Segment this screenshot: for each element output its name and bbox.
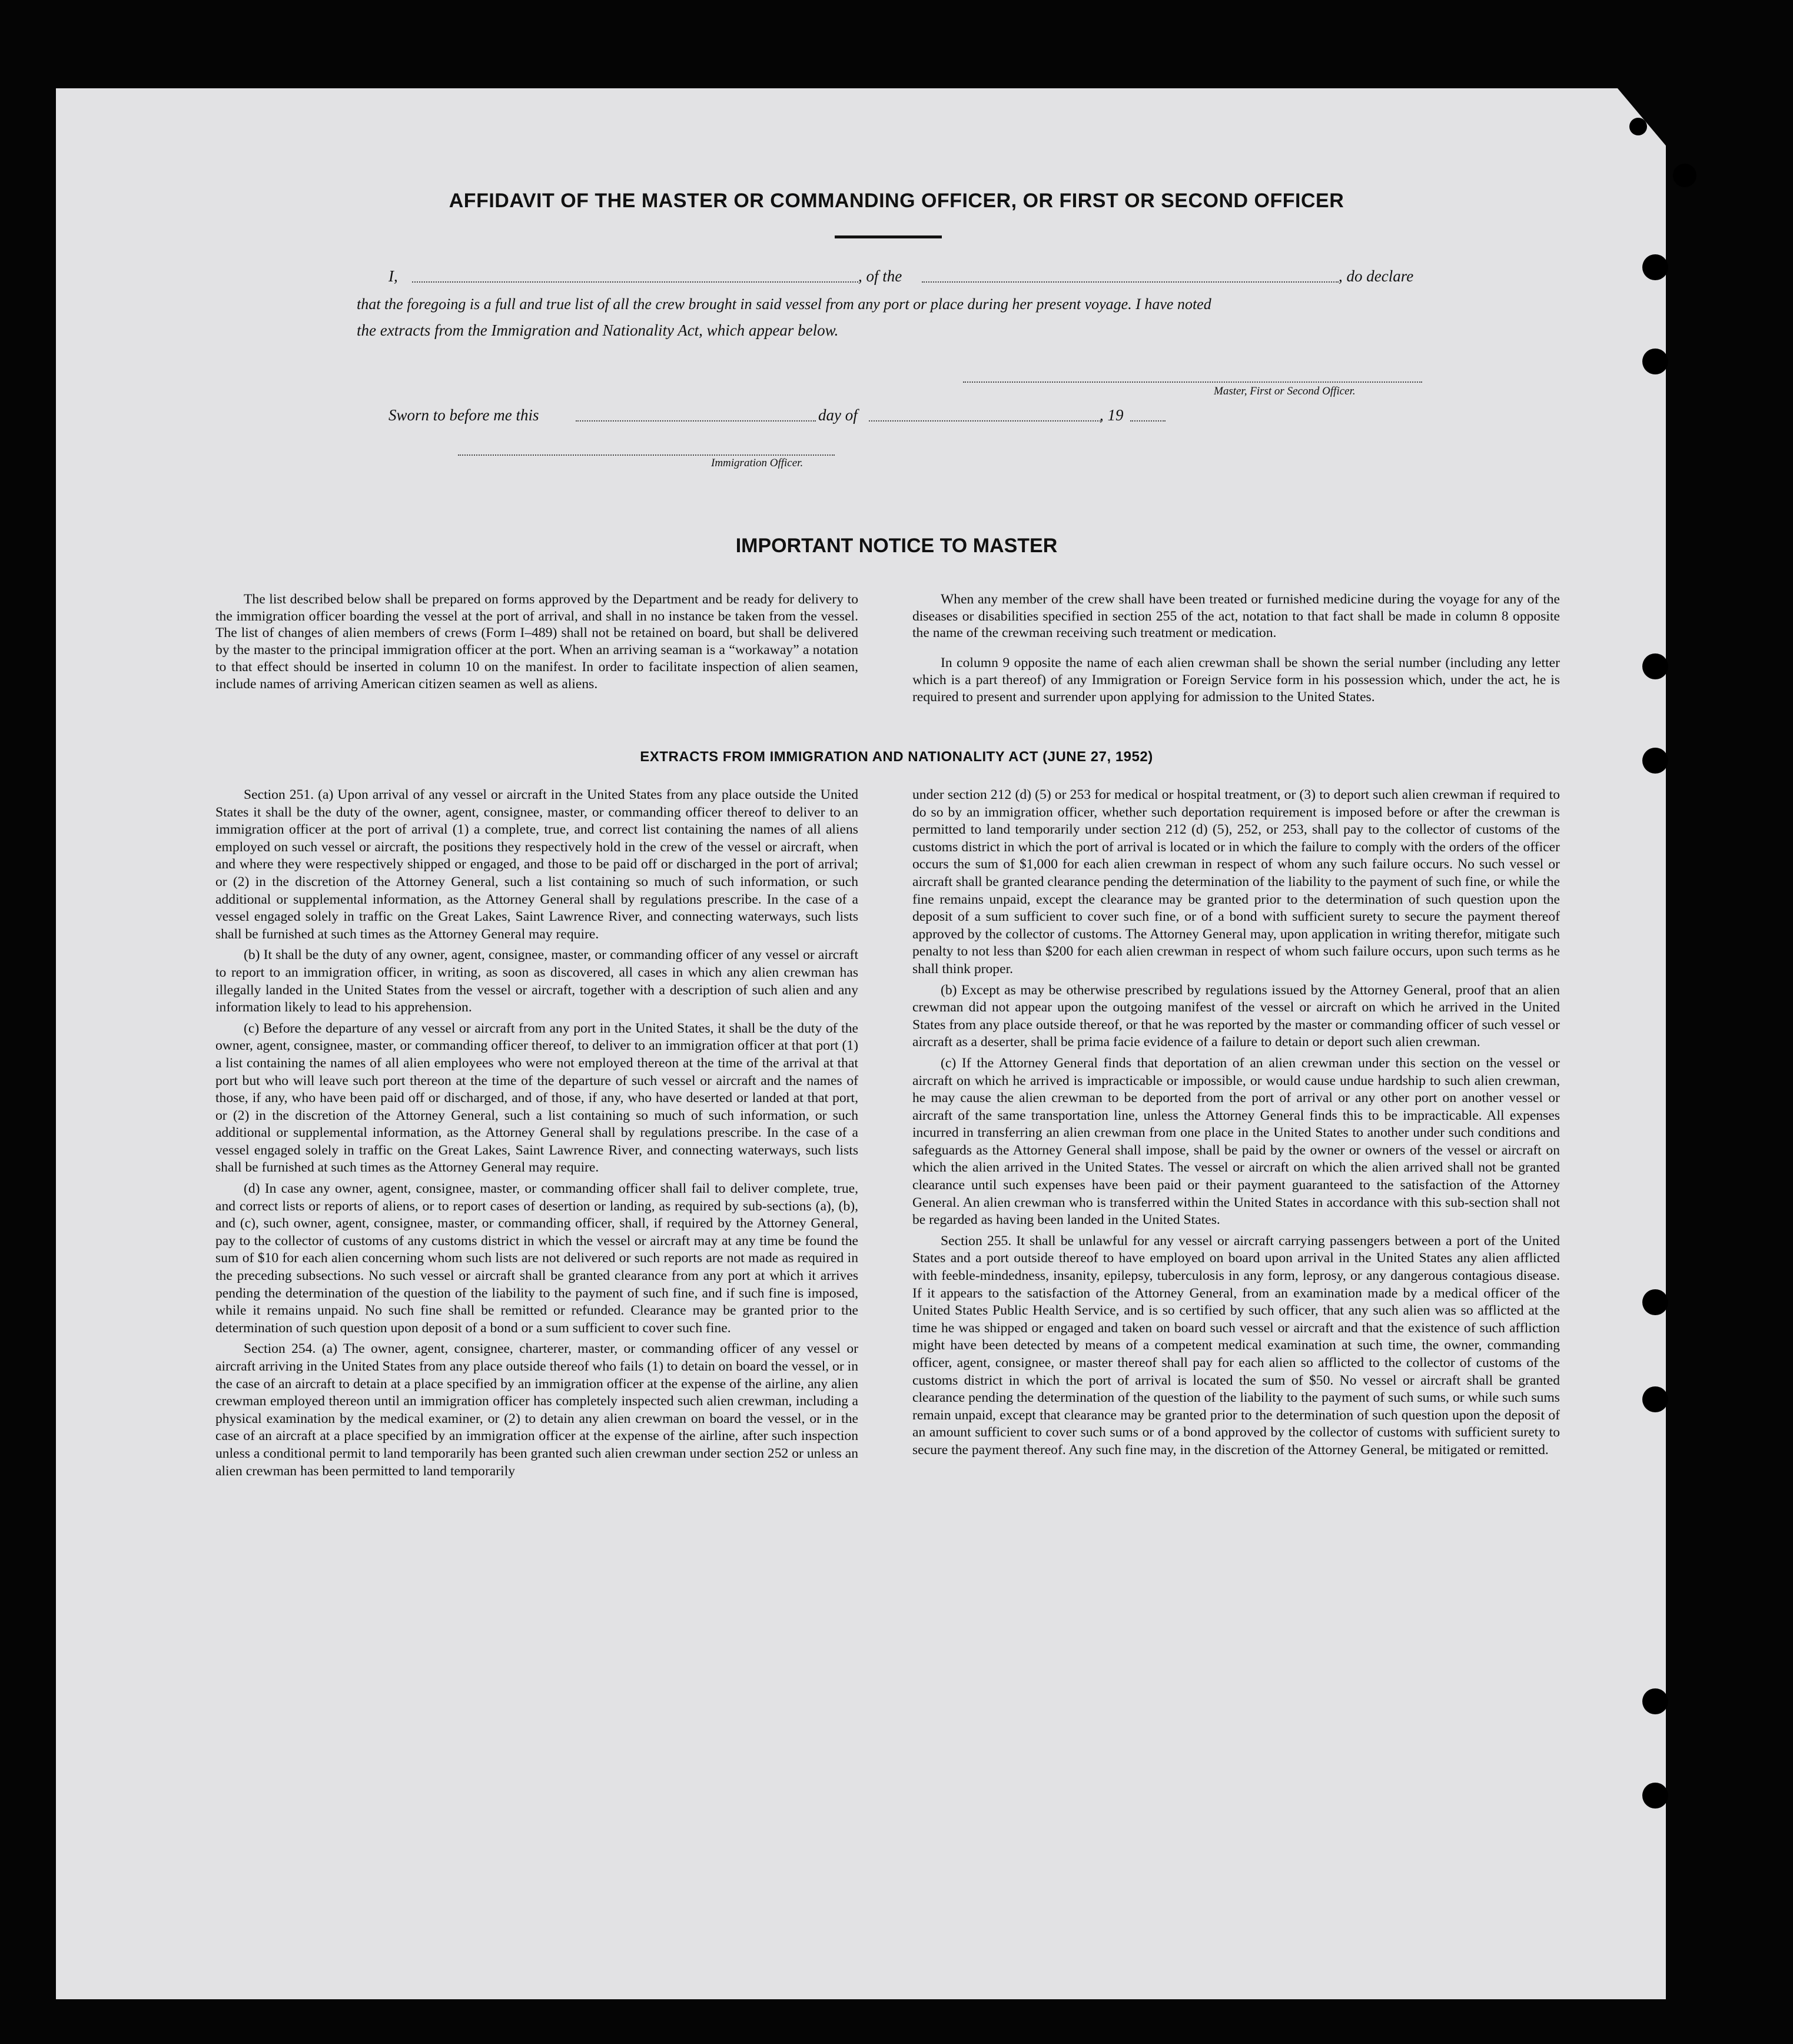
i-label: I,: [389, 267, 398, 285]
punch-hole: [1642, 1386, 1668, 1412]
extract-paragraph: (c) Before the departure of any vessel or aircraft from any port in the United States, it shall be the duty of the owner, agent, consignee, master, or commanding officer thereof, to deliver to an immigration officer at that port (1) a list containing the names of all alien employees who were not employed thereon at the time of the arrival at that port but who will leave such port thereon at the time of the departure of such vessel or aircraft and the names of those, if any, who have been paid off or discharged, and of those, if any, who have deserted or landed at that port, or (2) in the discretion of the Attorney General, such a list containing so much of such information, or such additional or supplemental information, as the Attorney General shall by regulations prescribe. In the case of a vessel engaged solely in traffic on the Great Lakes, Saint Lawrence River, and connecting waterways, such lists shall be furnished at such times as the Attorney General may require.: [215, 1020, 858, 1176]
name-field[interactable]: [412, 281, 858, 283]
declaration-line-2: the extracts from the Immigration and Nationality Act, which appear below.: [357, 321, 839, 339]
master-signature-label: Master, First or Second Officer.: [1214, 385, 1356, 397]
extract-paragraph: (b) Except as may be otherwise prescribed by regulations issued by the Attorney General, proof that an alien crewman did not appear upon the outgoing manifest of the vessel or aircraft on which he arrived in the United States from any place outside thereof, or that he was reported by the master or commanding officer of such vessel or aircraft as a deserter, shall be prima facie evidence of a failure to detain or deport such alien crewman.: [912, 982, 1560, 1050]
punch-hole: [1642, 349, 1668, 374]
punch-hole: [1642, 1688, 1668, 1714]
declaration-line-1: that the foregoing is a full and true list of all the crew brought in said vessel from any port or place during her present voyage. I have noted: [357, 296, 1211, 313]
extract-paragraph: Section 251. (a) Upon arrival of any vessel or aircraft in the United States from any place outside the United States it shall be the duty of the owner, agent, consignee, master, or commanding officer thereof to deliver to an immigration officer at the port of arrival (1) a complete, true, and correct list containing the names of all aliens employed on such vessel or aircraft, the positions they respectively hold in the crew of the vessel or aircraft, when and where they were respectively shipped or engaged, and those to be paid off or discharged in the port of arrival; or (2) in the discretion of the Attorney General, such a list containing so much of such information, or such additional or supplemental information, as the Attorney General shall by regulations prescribe. In the case of a vessel engaged solely in traffic on the Great Lakes, Saint Lawrence River, and connecting waterways, such lists shall be furnished at such times as the Attorney General may require.: [215, 787, 858, 942]
extract-paragraph: (b) It shall be the duty of any owner, agent, consignee, master, or commanding officer of any vessel or aircraft to report to an immigration officer, in writing, as soon as discovered, all cases in which any alien crewman has illegally landed in the United States from the vessel or aircraft, together with a description of such alien and any information likely to lead to his apprehension.: [215, 947, 858, 1016]
notice-left-column: [215, 591, 858, 696]
year-prefix-label: , 19: [1100, 406, 1124, 424]
punch-hole: [1642, 254, 1668, 280]
extract-paragraph: under section 212 (d) (5) or 253 for medical or hospital treatment, or (3) to deport such alien crewman if required to do so by an immigration officer, whether such deportation requirement is imposed before or after the crewman is permitted to land temporarily under section 212 (d) (5), 252, or 253, shall pay to the collector of customs of the customs district in which the port of arrival is located or in which the failure to comply with the orders of the officer occurs the sum of $1,000 for each alien crewman in respect of whom any such failure occurs. No such vessel or aircraft shall be granted clearance pending the determination of the liability to the payment of such fine, or while the fine remains unpaid, except the clearance may be granted prior to the determination of such question upon the deposit of a sum sufficient to cover such fine, or of a bond with sufficient surety to secure the payment thereof approved by the collector of customs. The Attorney General may, upon application in writing therefor, mitigate such penalty to not less than $200 for each alien crewman in respect of whom such failure occurs, upon such terms as he shall think proper.: [912, 787, 1560, 977]
extract-paragraph: Section 254. (a) The owner, agent, consignee, charterer, master, or commanding officer of any vessel or aircraft arriving in the United States from any place outside thereof who fails (1) to detain on board the vessel, or in the case of an aircraft to detain at a place specified by an immigration officer at the expense of the airline, any alien crewman employed thereon until an immigration officer has completely inspected such alien crewman, including a physical examination by the medical examiner, or (2) to detain any alien crewman on board the vessel, or in the case of an aircraft at a place specified by an immigration officer at the expense of the airline, after such inspection unless a conditional permit to land temporarily has been granted such alien crewman under section 252 or unless an alien crewman has been permitted to land temporarily: [215, 1341, 858, 1479]
affidavit-title: AFFIDAVIT OF THE MASTER OR COMMANDING OFFICER, OR FIRST OR SECOND OFFICER: [449, 190, 1344, 212]
notice-right-column: [912, 591, 1560, 709]
sworn-label: Sworn to before me this: [389, 406, 539, 424]
notice-paragraph: The list described below shall be prepared on forms approved by the Department and be ready for delivery to the immigration officer boarding the vessel at the port of arrival, and shall in no instance be taken from the vessel. The list of changes of alien members of crews (Form I–489) shall not be retained on board, but shall be delivered by the master to the principal immigration officer at the port. When an arriving seaman is a “workaway” a notation to that effect should be inserted in column 10 on the manifest. In order to facilitate inspection of alien seamen, include names of arriving American citizen seamen as well as aliens.: [215, 592, 858, 692]
day-of-label: day of: [818, 406, 858, 424]
extracts-left-column: [215, 787, 858, 1484]
extracts-right-column: [912, 787, 1560, 1463]
extract-paragraph: Section 255. It shall be unlawful for any vessel or aircraft carrying passengers between a port of the United States and a port outside thereof to have employed on board upon arrival in the United States any alien afflicted with feeble-mindedness, insanity, epilepsy, tuberculosis in any form, leprosy, or any dangerous contagious disease. If it appears to the satisfaction of the Attorney General, from an examination made by a medical officer of the United States Public Health Service, and is so certified by such officer, that any such alien was so afflicted at the time he was shipped or engaged and taken on board such vessel or aircraft and that the existence of such affliction might have been detected by means of a competent medical examination at such time, the owner, commanding officer, agent, consignee, or master thereof shall pay for each alien so afflicted to the collector of customs of the customs district in which the port of arrival is located the sum of $50. No vessel or aircraft shall be granted clearance pending the determination of the question of the liability to the payment of such sums, or while such sums remain unpaid, except that clearance may be granted prior to the determination of such question upon the deposit of an amount sufficient to cover such sums or of a bond approved by the collector of customs with sufficient surety to secure the payment thereof. Any such fine may, in the discretion of the Attorney General, be mitigated or remitted.: [912, 1233, 1560, 1458]
do-declare-label: , do declare: [1339, 267, 1414, 285]
punch-hole: [1642, 1783, 1668, 1809]
officer-signature-line[interactable]: [458, 454, 835, 456]
sworn-year-field[interactable]: [1130, 420, 1166, 422]
punch-hole: [1673, 164, 1696, 187]
vessel-field[interactable]: [922, 281, 1339, 283]
title-rule: [835, 235, 942, 238]
punch-hole: [1642, 1289, 1668, 1315]
officer-signature-label: Immigration Officer.: [711, 457, 803, 469]
extract-paragraph: (c) If the Attorney General finds that deportation of an alien crewman under this section on the vessel or aircraft on which he arrived is impracticable or impossible, or would cause undue hardship to such alien crewman, he may cause the alien crewman to be deported from the port of arrival or any other port on another vessel or aircraft of the same transportation line, unless the Attorney General finds this to be impracticable. All expenses incurred in transferring an alien crewman from one place in the United States to another under such conditions and safeguards as the Attorney General shall impose, shall be paid by the owner or owners of the vessel or aircraft on which the alien arrived in the United States. The vessel or aircraft on which the alien arrived shall not be granted clearance until such expenses have been paid or their payment guaranteed to the satisfaction of the Attorney General. An alien crewman who is transferred within the United States in accordance with this sub-section shall not be regarded as having been landed in the United States.: [912, 1055, 1560, 1228]
sworn-month-field[interactable]: [869, 420, 1101, 422]
notice-paragraph: When any member of the crew shall have been treated or furnished medicine during the voyage for any of the diseases or disabilities specified in section 255 of the act, notation to that fact shall be made in column 8 opposite the name of the crewman receiving such treatment or medication.: [912, 592, 1560, 641]
punch-hole: [1642, 653, 1668, 679]
extracts-title: EXTRACTS FROM IMMIGRATION AND NATIONALITY ACT (JUNE 27, 1952): [640, 749, 1153, 765]
sworn-day-field[interactable]: [576, 420, 816, 422]
punch-hole: [1629, 118, 1647, 135]
master-signature-line[interactable]: [963, 381, 1422, 383]
of-the-label: , of the: [858, 267, 902, 285]
extract-paragraph: (d) In case any owner, agent, consignee, master, or commanding officer shall fail to deliver complete, true, and correct lists or reports of aliens, or to report cases of desertion or landing, as required by sub-sections (a), (b), and (c), such owner, agent, consignee, master, or commanding officer, shall, if required by the Attorney General, pay to the collector of customs of any customs district in which the vessel or aircraft may at any time be found the sum of $10 for each alien concerning whom such lists are not delivered or such reports are not made as required in the preceding subsections. No such vessel or aircraft shall be granted clearance from any port at which it arrives pending the determination of the question of the liability to the payment of such fine, and if such fine is imposed, while it remains unpaid. No such fine shall be remitted or refunded. Clearance may be granted prior to the determination of such question upon deposit of a bond or a sum sufficient to cover such fine.: [215, 1181, 858, 1336]
notice-paragraph: In column 9 opposite the name of each alien crewman shall be shown the serial number (including any letter which is a part thereof) of any Immigration or Foreign Service form in his possession which, under the act, he is required to present and surrender upon applying for admission to the United States.: [912, 655, 1560, 705]
notice-title: IMPORTANT NOTICE TO MASTER: [735, 535, 1058, 557]
